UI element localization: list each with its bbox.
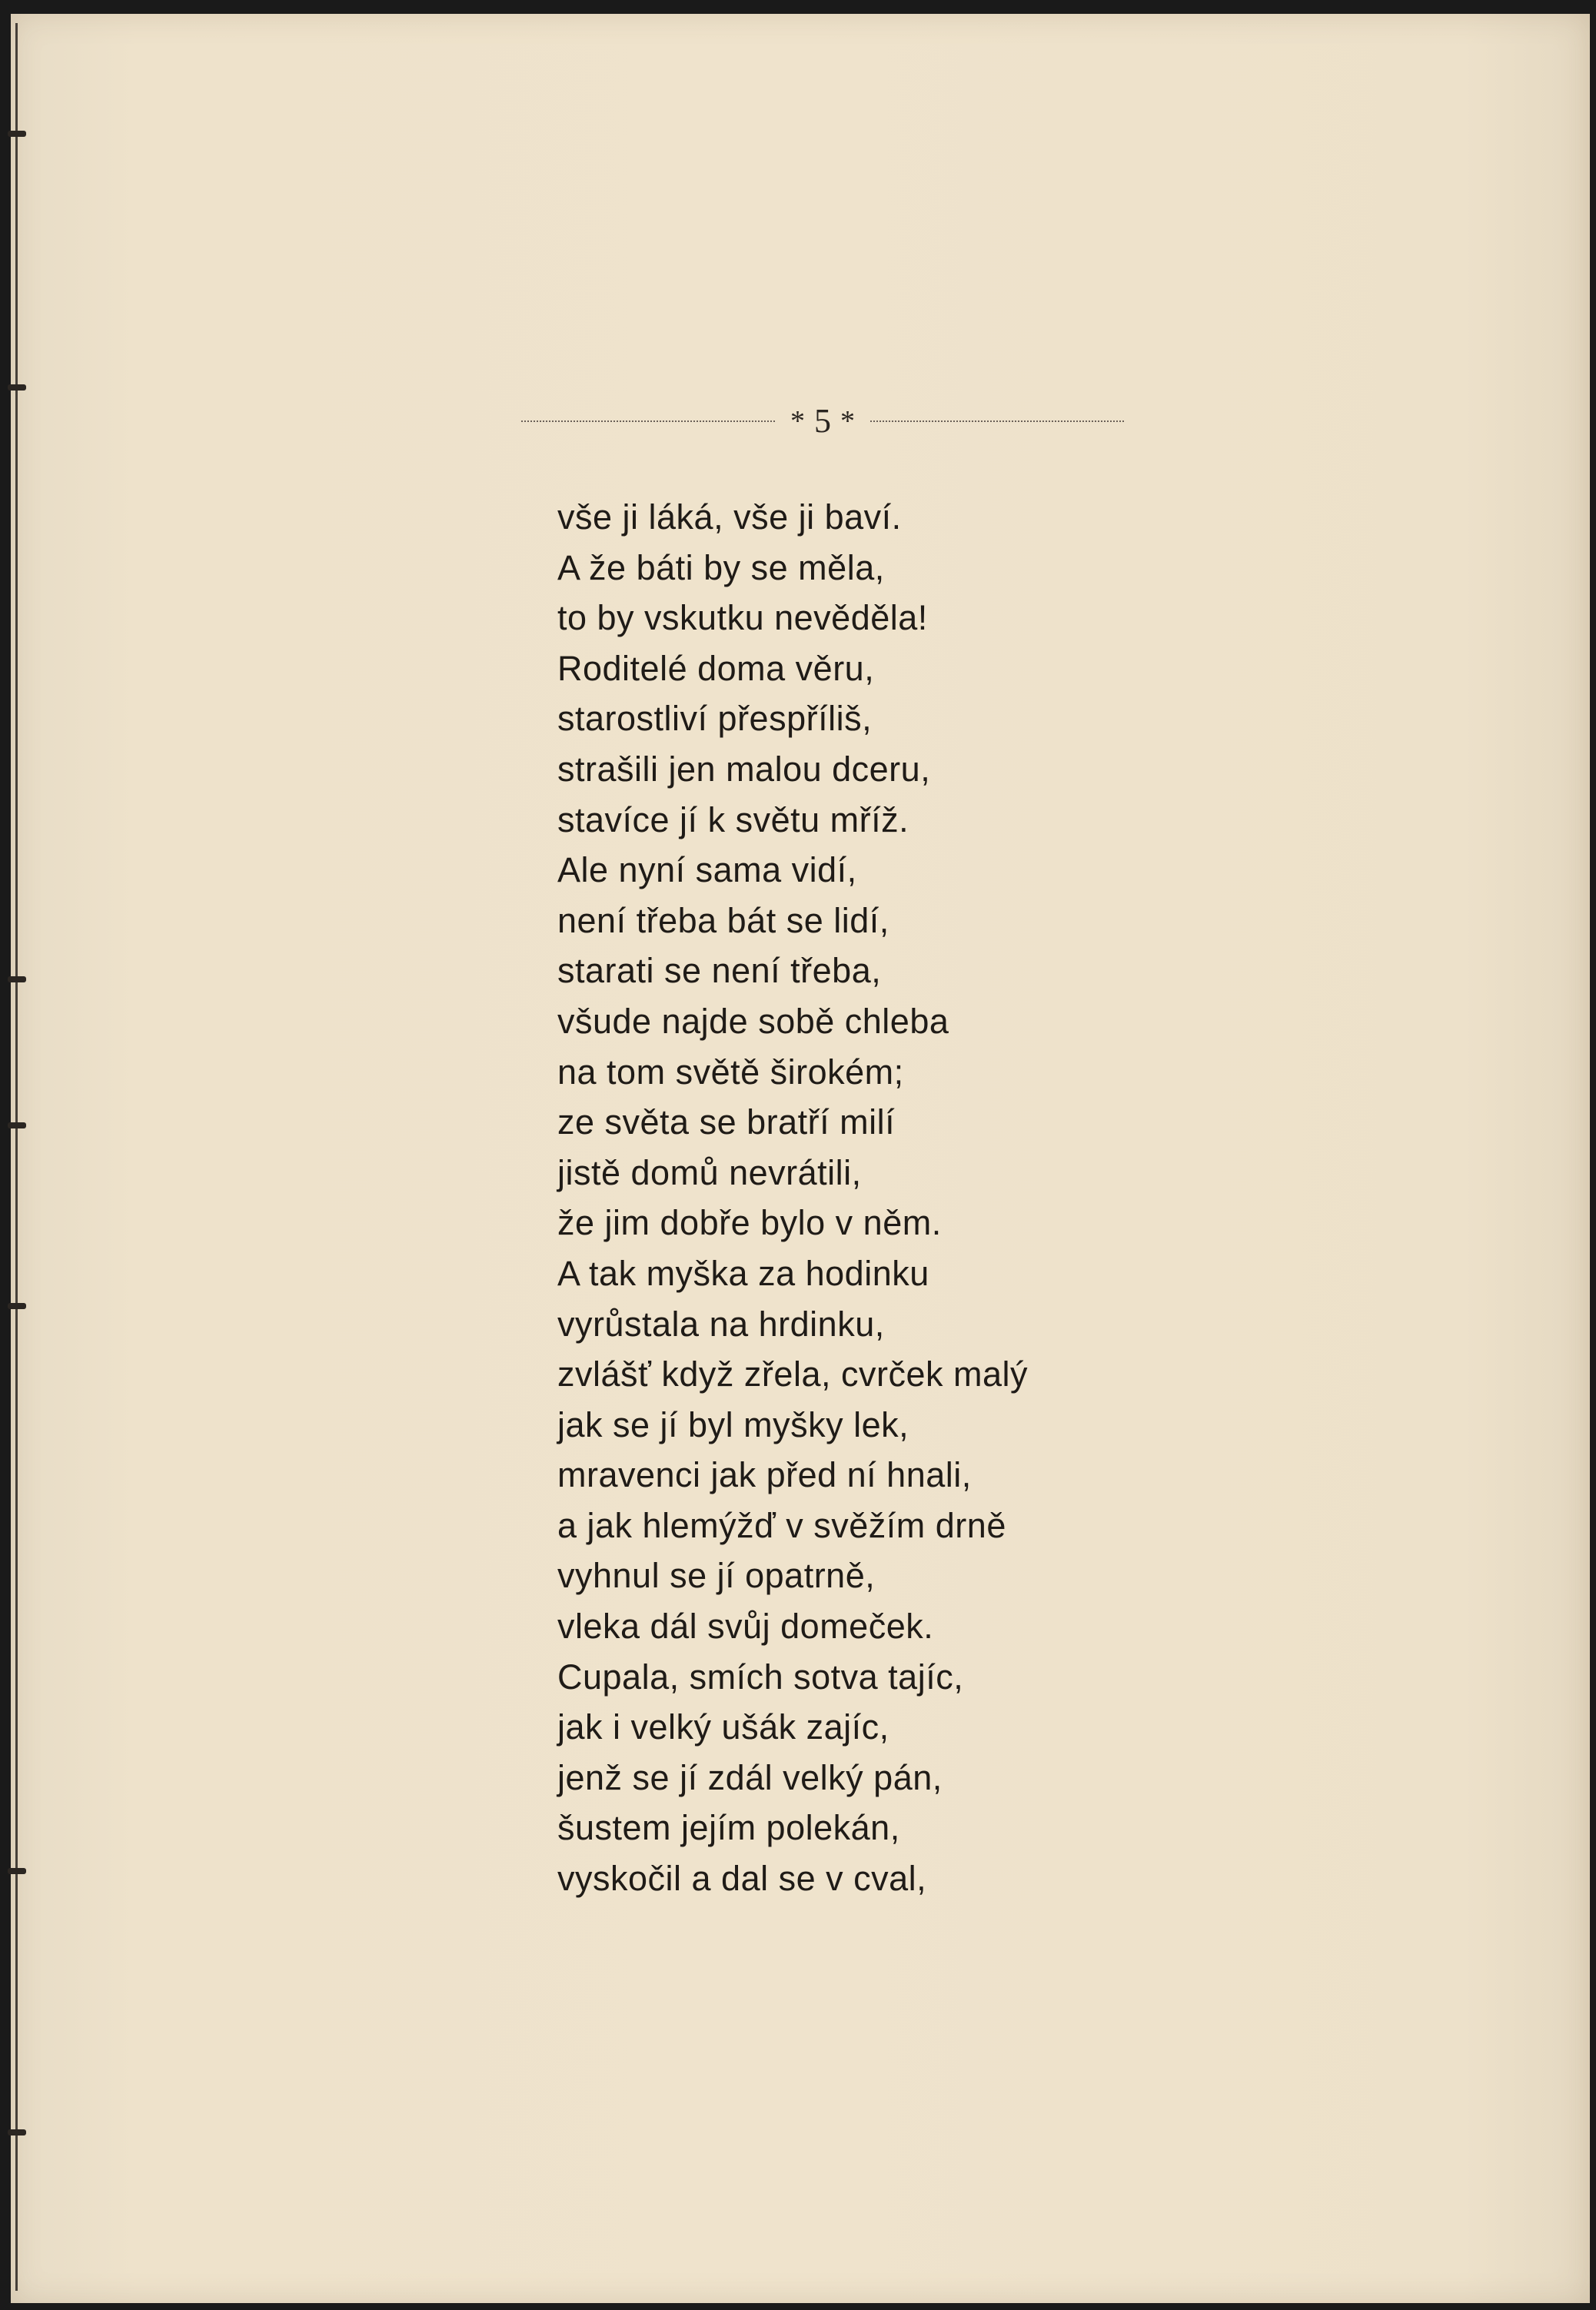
poem-line: strašili jen malou dceru, <box>557 749 931 789</box>
poem-line: není třeba bát se lidí, <box>557 900 889 940</box>
poem-line: a jak hlemýžď v svěžím drně <box>557 1505 1006 1545</box>
binding-knot <box>8 1122 26 1128</box>
binding-knot <box>8 131 26 137</box>
binding-knot <box>8 1868 26 1874</box>
poem-line: A že báti by se měla, <box>557 547 885 587</box>
binding-thread <box>8 23 25 2291</box>
poem-line: vleka dál svůj domeček. <box>557 1607 934 1647</box>
page-header <box>515 400 1130 443</box>
poem-line: zvlášť když zřela, cvrček malý <box>557 1354 1028 1394</box>
poem-line: všude najde sobě chleba <box>557 1001 949 1041</box>
poem-line: A tak myška za hodinku <box>557 1253 929 1293</box>
poem-line: Cupala, smích sotva tajíc, <box>557 1657 964 1697</box>
poem-line: to by vskutku nevěděla! <box>557 598 928 638</box>
poem-line: vyskočil a dal se v cval, <box>557 1859 927 1899</box>
header-rule-right <box>870 420 1124 422</box>
poem-line: ze světa se bratří milí <box>557 1102 896 1142</box>
binding-knot <box>8 384 26 391</box>
star-ornament-right: * <box>840 405 855 437</box>
poem-line: šustem jejím polekán, <box>557 1808 900 1848</box>
poem-text <box>557 492 1326 1904</box>
poem-line: jenž se jí zdál velký pán, <box>557 1757 943 1797</box>
poem-line: vyhnul se jí opatrně, <box>557 1556 876 1596</box>
page-number: 5 <box>814 402 831 440</box>
binding-knot <box>8 1303 26 1309</box>
binding-knot <box>8 2129 26 2136</box>
poem-line: mravenci jak před ní hnali, <box>557 1455 972 1495</box>
poem-line: jistě domů nevrátili, <box>557 1152 862 1192</box>
header-rule-left <box>521 420 775 422</box>
poem-line: jak se jí byl myšky lek, <box>557 1404 909 1444</box>
poem-line: vyrůstala na hrdinku, <box>557 1304 885 1344</box>
star-ornament-left: * <box>790 405 805 437</box>
poem-line: jak i velký ušák zajíc, <box>557 1707 889 1747</box>
poem-line: Roditelé doma věru, <box>557 648 875 688</box>
poem-line: vše ji láká, vše ji baví. <box>557 497 902 537</box>
poem-line: starostliví přespříliš, <box>557 699 873 739</box>
poem-line: starati se není třeba, <box>557 951 882 991</box>
poem-line: na tom světě širokém; <box>557 1052 904 1092</box>
poem-line: že jim dobře bylo v něm. <box>557 1203 942 1243</box>
binding-knot <box>8 976 26 982</box>
poem-line: Ale nyní sama vidí, <box>557 850 857 890</box>
binding-rail <box>15 23 18 2291</box>
poem-line: stavíce jí k světu mříž. <box>557 799 909 839</box>
